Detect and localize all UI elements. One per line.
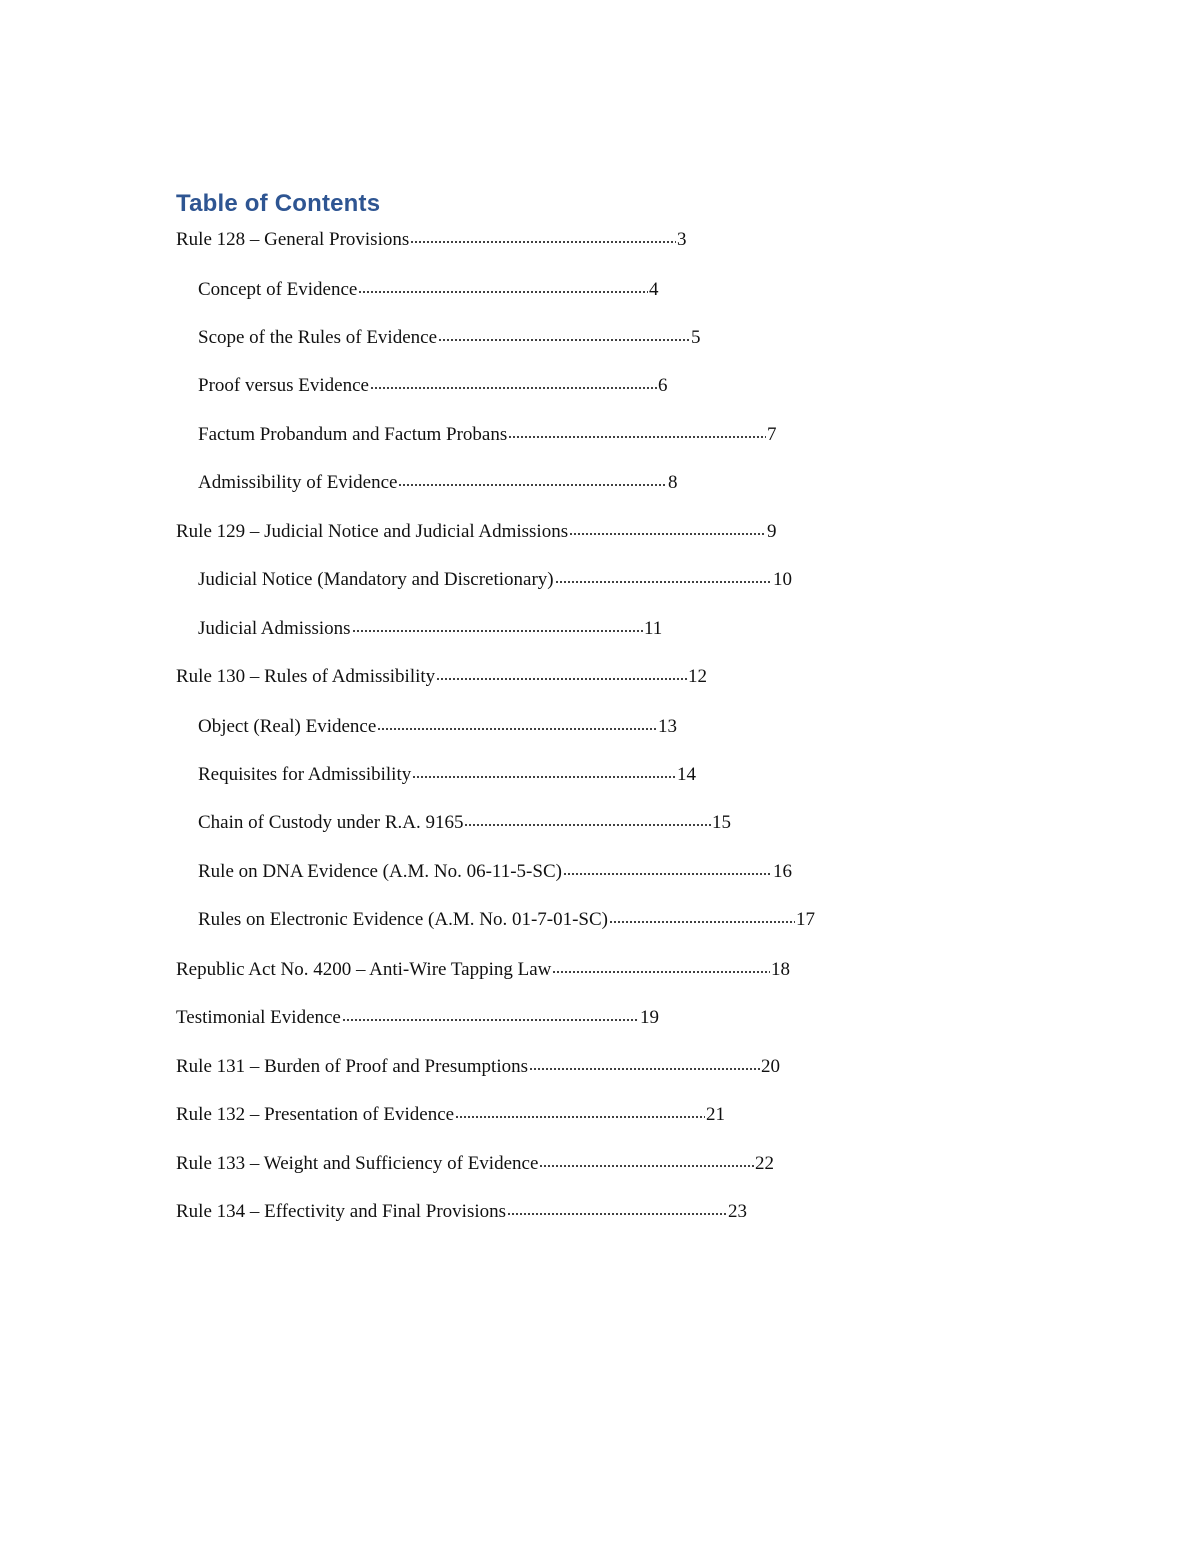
- toc-entry[interactable]: [176, 519, 777, 545]
- toc-entry[interactable]: [198, 470, 678, 496]
- toc-entry[interactable]: [198, 810, 731, 836]
- toc-dot-leader: [555, 580, 772, 584]
- toc-entry[interactable]: [176, 1102, 725, 1128]
- toc-entry[interactable]: [176, 957, 790, 983]
- toc-dot-leader: [552, 970, 770, 974]
- toc-entry[interactable]: [198, 907, 815, 933]
- toc-entry-title: Factum Probandum and Factum Probans: [198, 424, 508, 445]
- toc-dot-leader: [370, 386, 657, 390]
- toc-page-number: 16: [773, 861, 792, 882]
- toc-entry[interactable]: [198, 422, 777, 448]
- toc-entry-title: Scope of the Rules of Evidence: [198, 327, 438, 348]
- toc-entry-title: Republic Act No. 4200 – Anti-Wire Tapping Law: [176, 959, 552, 980]
- toc-dot-leader: [455, 1115, 705, 1119]
- toc-entry-title: Testimonial Evidence: [176, 1007, 341, 1028]
- toc-dot-leader: [539, 1164, 754, 1168]
- toc-entry[interactable]: [176, 1151, 774, 1177]
- toc-dot-leader: [436, 677, 687, 681]
- toc-dot-leader: [377, 727, 657, 731]
- toc-entry-title: Rules on Electronic Evidence (A.M. No. 01-7-01-SC): [198, 909, 608, 930]
- toc-entry[interactable]: [176, 227, 687, 253]
- toc-entry-title: Rule 130 – Rules of Admissibility: [176, 666, 436, 687]
- toc-entry-title: Judicial Admissions: [198, 618, 351, 639]
- toc-page-number: 19: [640, 1007, 659, 1028]
- toc-dot-leader: [507, 1212, 727, 1216]
- toc-entry-title: Rule 128 – General Provisions: [176, 229, 410, 250]
- toc-entry-title: Rule 133 – Weight and Sufficiency of Evidence: [176, 1153, 539, 1174]
- toc-entry-title: Rule on DNA Evidence (A.M. No. 06-11-5-SC): [198, 861, 562, 882]
- toc-page-number: 8: [668, 472, 678, 493]
- toc-dot-leader: [609, 920, 795, 924]
- toc-dot-leader: [352, 629, 643, 633]
- toc-entry-title: Concept of Evidence: [198, 279, 358, 300]
- toc-page-number: 17: [796, 909, 815, 930]
- toc-entry[interactable]: [198, 325, 701, 351]
- toc-entry-title: Rule 129 – Judicial Notice and Judicial Admissions: [176, 521, 569, 542]
- toc-entry[interactable]: [198, 277, 659, 303]
- toc-entry-title: Admissibility of Evidence: [198, 472, 398, 493]
- toc-page-number: 15: [712, 812, 731, 833]
- toc-dot-leader: [410, 240, 676, 244]
- toc-dot-leader: [358, 290, 648, 294]
- toc-page-number: 6: [658, 375, 668, 396]
- toc-dot-leader: [342, 1018, 639, 1022]
- toc-page-number: 4: [649, 279, 659, 300]
- toc-page-number: 7: [767, 424, 777, 445]
- toc-entry[interactable]: [198, 762, 696, 788]
- toc-page-number: 18: [771, 959, 790, 980]
- toc-entry[interactable]: [176, 1199, 747, 1225]
- toc-entry[interactable]: [176, 1005, 659, 1031]
- toc-page-number: 14: [677, 764, 696, 785]
- toc-page-number: 21: [706, 1104, 725, 1125]
- toc-entry-title: Judicial Notice (Mandatory and Discretionary): [198, 569, 554, 590]
- toc-dot-leader: [563, 872, 772, 876]
- toc-page-number: 5: [691, 327, 701, 348]
- toc-entry[interactable]: [198, 714, 677, 740]
- toc-dot-leader: [569, 532, 766, 536]
- toc-entry-title: Chain of Custody under R.A. 9165: [198, 812, 464, 833]
- toc-entry[interactable]: [176, 1054, 780, 1080]
- toc-dot-leader: [464, 823, 711, 827]
- toc-entry-title: Requisites for Admissibility: [198, 764, 412, 785]
- toc-dot-leader: [438, 338, 690, 342]
- toc-dot-leader: [412, 775, 676, 779]
- toc-entry-title: Rule 131 – Burden of Proof and Presumptions: [176, 1056, 529, 1077]
- toc-heading: Table of Contents: [176, 190, 381, 217]
- toc-entry[interactable]: [198, 373, 668, 399]
- toc-page-number: 23: [728, 1201, 747, 1222]
- toc-entry[interactable]: [198, 616, 662, 642]
- toc-dot-leader: [529, 1067, 760, 1071]
- toc-page-number: 10: [773, 569, 792, 590]
- toc-dot-leader: [398, 483, 667, 487]
- toc-page-number: 20: [761, 1056, 780, 1077]
- toc-entry[interactable]: [198, 567, 792, 593]
- toc-dot-leader: [508, 435, 766, 439]
- toc-page-number: 11: [644, 618, 663, 639]
- toc-entry-title: Rule 134 – Effectivity and Final Provisions: [176, 1201, 507, 1222]
- toc-entry-title: Object (Real) Evidence: [198, 716, 377, 737]
- toc-entry[interactable]: [176, 664, 707, 690]
- toc-page-number: 13: [658, 716, 677, 737]
- toc-entry-title: Proof versus Evidence: [198, 375, 369, 396]
- toc-page-number: 3: [677, 229, 687, 250]
- toc-page-number: 12: [688, 666, 707, 687]
- toc-page-number: 22: [755, 1153, 774, 1174]
- toc-page-number: 9: [767, 521, 777, 542]
- toc-entry-title: Rule 132 – Presentation of Evidence: [176, 1104, 455, 1125]
- toc-entry[interactable]: [198, 859, 792, 885]
